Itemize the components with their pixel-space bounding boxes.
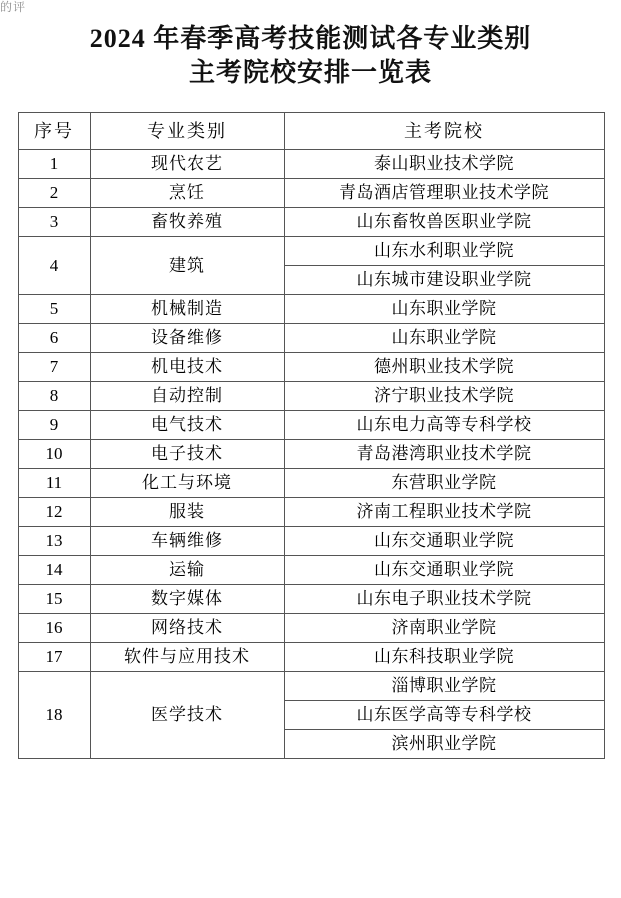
cell-no: 14 — [18, 556, 90, 585]
cell-no: 5 — [18, 295, 90, 324]
cell-no: 16 — [18, 614, 90, 643]
cell-major: 运输 — [90, 556, 284, 585]
column-header-major: 专业类别 — [90, 113, 284, 150]
table-header-row — [18, 113, 604, 150]
cell-school: 山东水利职业学院 — [284, 237, 604, 266]
table-row — [18, 527, 604, 556]
table-row — [18, 150, 604, 179]
cell-no: 11 — [18, 469, 90, 498]
cell-no: 18 — [18, 672, 90, 759]
cell-school: 山东医学高等专科学校 — [284, 701, 604, 730]
cell-no: 2 — [18, 179, 90, 208]
cell-no: 3 — [18, 208, 90, 237]
table-row — [18, 498, 604, 527]
cell-no: 8 — [18, 382, 90, 411]
table-row — [18, 614, 604, 643]
cell-major: 电气技术 — [90, 411, 284, 440]
cell-no: 6 — [18, 324, 90, 353]
cell-school: 山东交通职业学院 — [284, 556, 604, 585]
cell-no: 4 — [18, 237, 90, 295]
cell-major: 数字媒体 — [90, 585, 284, 614]
title-line-1: 2024 年春季高考技能测试各专业类别 — [89, 24, 532, 53]
table-row — [18, 469, 604, 498]
schedule-table-wrapper — [18, 112, 604, 759]
cell-major: 机械制造 — [90, 295, 284, 324]
cell-school: 山东职业学院 — [284, 324, 604, 353]
table-body — [18, 150, 604, 759]
cell-no: 1 — [18, 150, 90, 179]
cell-school: 青岛酒店管理职业技术学院 — [284, 179, 604, 208]
column-header-no: 序号 — [18, 113, 90, 150]
table-header — [18, 113, 604, 150]
table-row — [18, 411, 604, 440]
cell-major: 设备维修 — [90, 324, 284, 353]
page-top-fragment: 的评 — [0, 0, 27, 14]
table-row — [18, 672, 604, 701]
cell-school: 滨州职业学院 — [284, 730, 604, 759]
cell-major: 机电技术 — [90, 353, 284, 382]
cell-school: 东营职业学院 — [284, 469, 604, 498]
table-row — [18, 324, 604, 353]
table-row — [18, 237, 604, 266]
column-header-school: 主考院校 — [284, 113, 604, 150]
cell-school: 济南职业学院 — [284, 614, 604, 643]
cell-school: 山东交通职业学院 — [284, 527, 604, 556]
table-row — [18, 585, 604, 614]
cell-school: 济南工程职业技术学院 — [284, 498, 604, 527]
cell-no: 7 — [18, 353, 90, 382]
cell-major: 建筑 — [90, 237, 284, 295]
document-title — [0, 0, 621, 90]
cell-major: 网络技术 — [90, 614, 284, 643]
table-row — [18, 382, 604, 411]
title-line-2: 主考院校安排一览表 — [188, 58, 432, 87]
table-row — [18, 179, 604, 208]
cell-school: 泰山职业技术学院 — [284, 150, 604, 179]
cell-major: 电子技术 — [90, 440, 284, 469]
cell-school: 山东畜牧兽医职业学院 — [284, 208, 604, 237]
cell-major: 服装 — [90, 498, 284, 527]
cell-no: 15 — [18, 585, 90, 614]
cell-no: 10 — [18, 440, 90, 469]
cell-no: 17 — [18, 643, 90, 672]
cell-major: 医学技术 — [90, 672, 284, 759]
cell-major: 现代农艺 — [90, 150, 284, 179]
cell-school: 德州职业技术学院 — [284, 353, 604, 382]
cell-school: 山东电子职业技术学院 — [284, 585, 604, 614]
schedule-table — [18, 112, 605, 759]
cell-school: 淄博职业学院 — [284, 672, 604, 701]
cell-major: 自动控制 — [90, 382, 284, 411]
table-row — [18, 556, 604, 585]
cell-major: 软件与应用技术 — [90, 643, 284, 672]
cell-major: 烹饪 — [90, 179, 284, 208]
cell-no: 12 — [18, 498, 90, 527]
table-row — [18, 643, 604, 672]
cell-major: 车辆维修 — [90, 527, 284, 556]
cell-school: 济宁职业技术学院 — [284, 382, 604, 411]
table-row — [18, 440, 604, 469]
cell-school: 青岛港湾职业技术学院 — [284, 440, 604, 469]
table-row — [18, 208, 604, 237]
cell-no: 13 — [18, 527, 90, 556]
table-row — [18, 353, 604, 382]
cell-school: 山东职业学院 — [284, 295, 604, 324]
cell-school: 山东电力高等专科学校 — [284, 411, 604, 440]
cell-major: 畜牧养殖 — [90, 208, 284, 237]
cell-school: 山东科技职业学院 — [284, 643, 604, 672]
cell-school: 山东城市建设职业学院 — [284, 266, 604, 295]
cell-no: 9 — [18, 411, 90, 440]
table-row — [18, 295, 604, 324]
cell-major: 化工与环境 — [90, 469, 284, 498]
